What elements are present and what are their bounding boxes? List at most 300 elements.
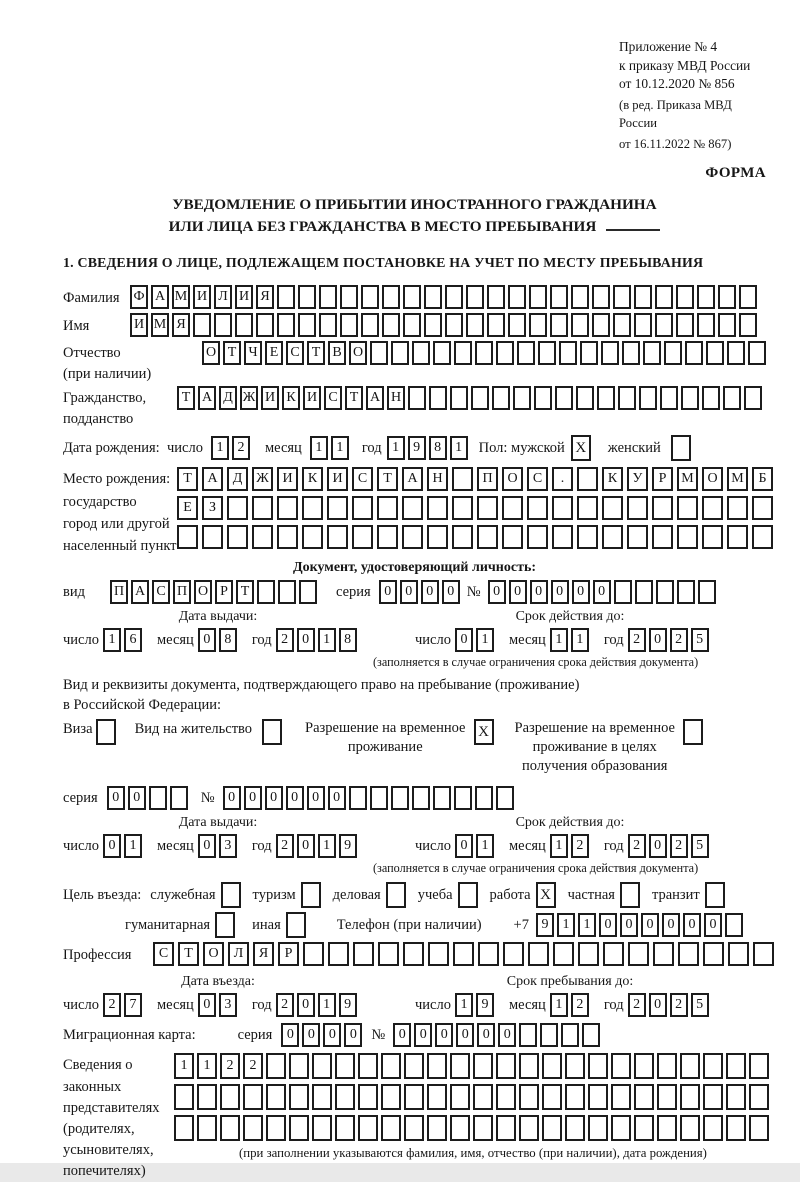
char-box-empty[interactable] (227, 496, 248, 520)
char-box-empty[interactable] (496, 786, 514, 810)
char-box-empty[interactable] (519, 1023, 537, 1047)
char-box-empty[interactable] (340, 285, 358, 309)
char-box-filled[interactable]: М (151, 313, 169, 337)
char-box-empty[interactable] (466, 313, 484, 337)
char-box-empty[interactable] (550, 285, 568, 309)
char-box-empty[interactable] (381, 1084, 401, 1110)
char-box-filled[interactable]: 1 (124, 834, 142, 858)
char-box-empty[interactable] (349, 786, 367, 810)
char-box-filled[interactable]: 2 (670, 993, 688, 1017)
char-box-filled[interactable]: . (552, 467, 573, 491)
char-box-filled[interactable]: П (110, 580, 128, 604)
char-box-empty[interactable] (634, 1053, 654, 1079)
char-box-empty[interactable] (580, 341, 598, 365)
char-box-empty[interactable] (257, 580, 275, 604)
char-box-empty[interactable] (578, 942, 599, 966)
char-box-filled[interactable]: 2 (628, 628, 646, 652)
char-box-filled[interactable]: А (366, 386, 384, 410)
char-box-filled[interactable]: 0 (456, 1023, 474, 1047)
char-box-empty[interactable] (445, 313, 463, 337)
char-box-empty[interactable] (473, 1053, 493, 1079)
char-box-empty[interactable] (277, 525, 298, 549)
char-box-filled[interactable]: 2 (276, 993, 294, 1017)
char-box-empty[interactable] (319, 285, 337, 309)
char-box-empty[interactable] (652, 496, 673, 520)
char-box-filled[interactable]: О (349, 341, 367, 365)
char-box-filled[interactable]: А (202, 467, 223, 491)
char-box-empty[interactable] (262, 719, 282, 745)
char-box-filled[interactable]: Я (253, 942, 274, 966)
char-box-empty[interactable] (450, 1053, 470, 1079)
char-box-empty[interactable] (508, 285, 526, 309)
char-box-empty[interactable] (220, 1115, 240, 1141)
char-box-empty[interactable] (445, 285, 463, 309)
char-box-empty[interactable] (404, 1115, 424, 1141)
char-box-filled[interactable]: 2 (243, 1053, 263, 1079)
char-box-empty[interactable] (496, 341, 514, 365)
char-box-filled[interactable]: 0 (400, 580, 418, 604)
char-box-empty[interactable] (677, 580, 695, 604)
char-box-empty[interactable] (685, 341, 703, 365)
char-box-filled[interactable]: С (152, 580, 170, 604)
char-box-empty[interactable] (335, 1084, 355, 1110)
char-box-empty[interactable] (312, 1053, 332, 1079)
char-box-empty[interactable] (639, 386, 657, 410)
char-box-empty[interactable] (335, 1053, 355, 1079)
char-box-empty[interactable] (404, 1084, 424, 1110)
char-box-empty[interactable] (634, 1084, 654, 1110)
char-box-empty[interactable] (502, 525, 523, 549)
char-box-empty[interactable] (552, 496, 573, 520)
char-box-filled[interactable]: Я (256, 285, 274, 309)
char-box-filled[interactable]: 0 (477, 1023, 495, 1047)
char-box-filled[interactable]: П (173, 580, 191, 604)
char-box-filled[interactable]: У (627, 467, 648, 491)
char-box-empty[interactable] (657, 1115, 677, 1141)
char-box-filled[interactable]: 5 (691, 628, 709, 652)
char-box-filled[interactable]: С (352, 467, 373, 491)
char-box-empty[interactable] (286, 912, 306, 938)
char-box-empty[interactable] (744, 386, 762, 410)
char-box-empty[interactable] (377, 496, 398, 520)
char-box-empty[interactable] (450, 386, 468, 410)
char-box-filled[interactable]: С (153, 942, 174, 966)
char-box-empty[interactable] (655, 313, 673, 337)
char-box-filled[interactable]: К (282, 386, 300, 410)
char-box-empty[interactable] (676, 313, 694, 337)
char-box-empty[interactable] (382, 285, 400, 309)
char-box-filled[interactable]: 0 (498, 1023, 516, 1047)
char-box-filled[interactable]: М (172, 285, 190, 309)
char-box-empty[interactable] (597, 386, 615, 410)
char-box-empty[interactable] (723, 386, 741, 410)
char-box-empty[interactable] (424, 285, 442, 309)
char-box-filled[interactable]: С (286, 341, 304, 365)
char-box-empty[interactable] (427, 1053, 447, 1079)
char-box-filled[interactable]: Е (265, 341, 283, 365)
char-box-filled[interactable]: Т (307, 341, 325, 365)
char-box-empty[interactable] (634, 313, 652, 337)
char-box-filled[interactable]: 2 (276, 834, 294, 858)
char-box-empty[interactable] (655, 285, 673, 309)
char-box-filled[interactable]: А (131, 580, 149, 604)
char-box-empty[interactable] (235, 313, 253, 337)
char-box-empty[interactable] (381, 1053, 401, 1079)
char-box-empty[interactable] (542, 1084, 562, 1110)
char-box-filled[interactable]: 0 (286, 786, 304, 810)
char-box-empty[interactable] (677, 525, 698, 549)
char-box-empty[interactable] (588, 1084, 608, 1110)
char-box-empty[interactable] (577, 467, 598, 491)
char-box-filled[interactable]: 0 (421, 580, 439, 604)
char-box-empty[interactable] (243, 1115, 263, 1141)
char-box-filled[interactable]: 0 (649, 993, 667, 1017)
char-box-empty[interactable] (381, 1115, 401, 1141)
char-box-empty[interactable] (702, 386, 720, 410)
char-box-empty[interactable] (170, 786, 188, 810)
char-box-empty[interactable] (752, 525, 773, 549)
char-box-filled[interactable]: Я (172, 313, 190, 337)
char-box-filled[interactable]: 0 (244, 786, 262, 810)
char-box-empty[interactable] (353, 942, 374, 966)
char-box-filled[interactable]: 9 (536, 913, 554, 937)
char-box-empty[interactable] (697, 285, 715, 309)
char-box-empty[interactable] (197, 1084, 217, 1110)
char-box-empty[interactable] (214, 313, 232, 337)
char-box-filled[interactable]: 0 (198, 993, 216, 1017)
char-box-filled[interactable]: Л (228, 942, 249, 966)
char-box-filled[interactable]: 0 (641, 913, 659, 937)
char-box-filled[interactable]: 0 (551, 580, 569, 604)
char-box-empty[interactable] (503, 942, 524, 966)
char-box-filled[interactable]: 1 (550, 628, 568, 652)
char-box-empty[interactable] (278, 580, 296, 604)
char-box-empty[interactable] (559, 341, 577, 365)
char-box-empty[interactable] (680, 1084, 700, 1110)
char-box-filled[interactable]: Т (223, 341, 241, 365)
char-box-filled[interactable]: В (328, 341, 346, 365)
char-box-filled[interactable]: Б (752, 467, 773, 491)
char-box-filled[interactable]: 1 (310, 436, 328, 460)
char-box-filled[interactable]: 1 (455, 993, 473, 1017)
char-box-empty[interactable] (508, 313, 526, 337)
char-box-filled[interactable]: П (477, 467, 498, 491)
char-box-filled[interactable]: И (277, 467, 298, 491)
char-box-empty[interactable] (302, 496, 323, 520)
char-box-empty[interactable] (718, 313, 736, 337)
char-box-filled[interactable]: 0 (488, 580, 506, 604)
char-box-empty[interactable] (739, 313, 757, 337)
char-box-empty[interactable] (433, 786, 451, 810)
char-box-filled[interactable]: 1 (578, 913, 596, 937)
char-box-filled[interactable]: 1 (387, 436, 405, 460)
char-box-filled[interactable]: 0 (704, 913, 722, 937)
char-box-empty[interactable] (193, 313, 211, 337)
char-box-empty[interactable] (656, 580, 674, 604)
char-box-filled[interactable]: 0 (572, 580, 590, 604)
char-box-empty[interactable] (705, 882, 725, 908)
char-box-empty[interactable] (302, 525, 323, 549)
char-box-empty[interactable] (718, 285, 736, 309)
char-box-empty[interactable] (592, 285, 610, 309)
char-box-empty[interactable] (677, 496, 698, 520)
char-box-filled[interactable]: Р (215, 580, 233, 604)
char-box-empty[interactable] (427, 496, 448, 520)
char-box-filled[interactable]: 0 (198, 834, 216, 858)
char-box-empty[interactable] (635, 580, 653, 604)
char-box-empty[interactable] (473, 1084, 493, 1110)
char-box-empty[interactable] (487, 313, 505, 337)
char-box-empty[interactable] (680, 1115, 700, 1141)
char-box-filled[interactable]: 0 (307, 786, 325, 810)
char-box-empty[interactable] (681, 386, 699, 410)
char-box-empty[interactable] (706, 341, 724, 365)
char-box-filled[interactable]: 0 (223, 786, 241, 810)
char-box-filled[interactable]: 0 (323, 1023, 341, 1047)
char-box-filled[interactable]: 1 (476, 834, 494, 858)
char-box-empty[interactable] (496, 1084, 516, 1110)
char-box-filled[interactable]: И (261, 386, 279, 410)
char-box-empty[interactable] (404, 1053, 424, 1079)
char-box-filled[interactable]: О (702, 467, 723, 491)
char-box-empty[interactable] (618, 386, 636, 410)
char-box-filled[interactable]: 1 (331, 436, 349, 460)
char-box-empty[interactable] (613, 313, 631, 337)
char-box-filled[interactable]: О (203, 942, 224, 966)
char-box-filled[interactable]: Р (278, 942, 299, 966)
char-box-empty[interactable] (676, 285, 694, 309)
char-box-empty[interactable] (303, 942, 324, 966)
char-box-empty[interactable] (628, 942, 649, 966)
char-box-filled[interactable]: 0 (414, 1023, 432, 1047)
char-box-empty[interactable] (622, 341, 640, 365)
char-box-empty[interactable] (243, 1084, 263, 1110)
char-box-empty[interactable] (652, 525, 673, 549)
char-box-filled[interactable]: Л (214, 285, 232, 309)
char-box-empty[interactable] (277, 313, 295, 337)
char-box-filled[interactable]: 1 (550, 993, 568, 1017)
char-box-filled[interactable]: С (324, 386, 342, 410)
char-box-empty[interactable] (452, 496, 473, 520)
char-box-empty[interactable] (227, 525, 248, 549)
char-box-filled[interactable]: 2 (571, 993, 589, 1017)
char-box-filled[interactable]: 0 (379, 580, 397, 604)
char-box-empty[interactable] (753, 942, 774, 966)
char-box-empty[interactable] (358, 1115, 378, 1141)
char-box-empty[interactable] (453, 942, 474, 966)
char-box-filled[interactable]: О (194, 580, 212, 604)
char-box-filled[interactable]: И (303, 386, 321, 410)
char-box-empty[interactable] (565, 1115, 585, 1141)
char-box-empty[interactable] (527, 525, 548, 549)
char-box-filled[interactable]: 1 (476, 628, 494, 652)
char-box-filled[interactable]: 2 (670, 628, 688, 652)
char-box-empty[interactable] (256, 313, 274, 337)
char-box-empty[interactable] (412, 341, 430, 365)
char-box-empty[interactable] (471, 386, 489, 410)
char-box-empty[interactable] (627, 525, 648, 549)
char-box-empty[interactable] (298, 285, 316, 309)
char-box-filled[interactable]: 9 (339, 993, 357, 1017)
char-box-filled[interactable]: 0 (593, 580, 611, 604)
char-box-filled[interactable]: 2 (220, 1053, 240, 1079)
char-box-filled[interactable]: Н (427, 467, 448, 491)
char-box-filled[interactable]: О (502, 467, 523, 491)
char-box-empty[interactable] (588, 1115, 608, 1141)
char-box-empty[interactable] (424, 313, 442, 337)
char-box-filled[interactable]: 1 (557, 913, 575, 937)
char-box-empty[interactable] (749, 1084, 769, 1110)
char-box-empty[interactable] (527, 496, 548, 520)
char-box-filled[interactable]: Т (177, 386, 195, 410)
char-box-empty[interactable] (408, 386, 426, 410)
char-box-filled[interactable]: Ф (130, 285, 148, 309)
char-box-empty[interactable] (402, 496, 423, 520)
char-box-filled[interactable]: Т (345, 386, 363, 410)
char-box-filled[interactable]: 0 (344, 1023, 362, 1047)
char-box-empty[interactable] (403, 285, 421, 309)
char-box-empty[interactable] (702, 525, 723, 549)
char-box-filled[interactable]: 2 (670, 834, 688, 858)
char-box-empty[interactable] (403, 313, 421, 337)
char-box-empty[interactable] (664, 341, 682, 365)
char-box-empty[interactable] (312, 1115, 332, 1141)
char-box-filled[interactable]: 0 (509, 580, 527, 604)
char-box-empty[interactable] (565, 1053, 585, 1079)
char-box-filled[interactable]: 2 (276, 628, 294, 652)
char-box-filled[interactable]: 2 (232, 436, 250, 460)
char-box-filled[interactable]: 0 (455, 628, 473, 652)
char-box-empty[interactable] (697, 313, 715, 337)
char-box-filled[interactable]: 0 (683, 913, 701, 937)
char-box-filled[interactable]: 9 (476, 993, 494, 1017)
char-box-empty[interactable] (370, 786, 388, 810)
char-box-filled[interactable]: К (302, 467, 323, 491)
char-box-filled[interactable]: 1 (318, 628, 336, 652)
char-box-empty[interactable] (540, 1023, 558, 1047)
char-box-empty[interactable] (749, 1115, 769, 1141)
char-box-empty[interactable] (702, 496, 723, 520)
char-box-empty[interactable] (703, 1084, 723, 1110)
char-box-empty[interactable] (289, 1053, 309, 1079)
char-box-filled[interactable]: 1 (550, 834, 568, 858)
char-box-empty[interactable] (680, 1053, 700, 1079)
char-box-filled[interactable]: 0 (530, 580, 548, 604)
char-box-empty[interactable] (555, 386, 573, 410)
char-box-filled[interactable]: X (536, 882, 556, 908)
char-box-empty[interactable] (538, 341, 556, 365)
char-box-empty[interactable] (611, 1053, 631, 1079)
char-box-empty[interactable] (377, 525, 398, 549)
char-box-empty[interactable] (577, 525, 598, 549)
char-box-filled[interactable]: 0 (128, 786, 146, 810)
char-box-filled[interactable]: 0 (297, 834, 315, 858)
char-box-empty[interactable] (571, 285, 589, 309)
char-box-empty[interactable] (174, 1115, 194, 1141)
char-box-empty[interactable] (454, 786, 472, 810)
char-box-empty[interactable] (748, 341, 766, 365)
char-box-filled[interactable]: А (151, 285, 169, 309)
char-box-empty[interactable] (319, 313, 337, 337)
char-box-empty[interactable] (352, 496, 373, 520)
char-box-empty[interactable] (703, 1115, 723, 1141)
char-box-filled[interactable]: 9 (408, 436, 426, 460)
char-box-empty[interactable] (450, 1084, 470, 1110)
char-box-empty[interactable] (358, 1053, 378, 1079)
char-box-empty[interactable] (335, 1115, 355, 1141)
char-box-empty[interactable] (614, 580, 632, 604)
char-box-empty[interactable] (177, 525, 198, 549)
char-box-empty[interactable] (683, 719, 703, 745)
char-box-filled[interactable]: И (130, 313, 148, 337)
char-box-empty[interactable] (427, 525, 448, 549)
char-box-empty[interactable] (519, 1053, 539, 1079)
char-box-empty[interactable] (412, 786, 430, 810)
char-box-filled[interactable]: Е (177, 496, 198, 520)
char-box-empty[interactable] (289, 1115, 309, 1141)
char-box-filled[interactable]: X (571, 435, 591, 461)
char-box-filled[interactable]: 7 (124, 993, 142, 1017)
char-box-filled[interactable]: 3 (219, 993, 237, 1017)
char-box-filled[interactable]: Т (377, 467, 398, 491)
char-box-empty[interactable] (402, 525, 423, 549)
char-box-filled[interactable]: 0 (435, 1023, 453, 1047)
char-box-filled[interactable]: А (402, 467, 423, 491)
char-box-empty[interactable] (328, 942, 349, 966)
char-box-empty[interactable] (611, 1115, 631, 1141)
char-box-empty[interactable] (382, 313, 400, 337)
char-box-empty[interactable] (613, 285, 631, 309)
char-box-filled[interactable]: З (202, 496, 223, 520)
char-box-filled[interactable]: 1 (103, 628, 121, 652)
char-box-filled[interactable]: 3 (219, 834, 237, 858)
char-box-empty[interactable] (361, 313, 379, 337)
char-box-empty[interactable] (739, 285, 757, 309)
char-box-empty[interactable] (478, 942, 499, 966)
char-box-empty[interactable] (727, 496, 748, 520)
char-box-empty[interactable] (552, 525, 573, 549)
char-box-empty[interactable] (475, 341, 493, 365)
char-box-empty[interactable] (577, 496, 598, 520)
char-box-filled[interactable]: Ж (240, 386, 258, 410)
char-box-empty[interactable] (289, 1084, 309, 1110)
char-box-empty[interactable] (458, 882, 478, 908)
char-box-empty[interactable] (550, 313, 568, 337)
char-box-filled[interactable]: К (602, 467, 623, 491)
char-box-empty[interactable] (534, 386, 552, 410)
char-box-empty[interactable] (726, 1053, 746, 1079)
char-box-empty[interactable] (601, 341, 619, 365)
char-box-empty[interactable] (492, 386, 510, 410)
char-box-empty[interactable] (602, 525, 623, 549)
char-box-filled[interactable]: Т (236, 580, 254, 604)
char-box-empty[interactable] (603, 942, 624, 966)
char-box-empty[interactable] (452, 467, 473, 491)
char-box-empty[interactable] (529, 285, 547, 309)
char-box-empty[interactable] (361, 285, 379, 309)
char-box-filled[interactable]: 2 (571, 834, 589, 858)
char-box-empty[interactable] (643, 341, 661, 365)
char-box-filled[interactable]: Д (227, 467, 248, 491)
char-box-empty[interactable] (542, 1053, 562, 1079)
char-box-empty[interactable] (466, 285, 484, 309)
char-box-empty[interactable] (542, 1115, 562, 1141)
char-box-empty[interactable] (576, 386, 594, 410)
char-box-filled[interactable]: 0 (442, 580, 460, 604)
char-box-filled[interactable]: Д (219, 386, 237, 410)
char-box-filled[interactable]: О (202, 341, 220, 365)
char-box-filled[interactable]: 0 (198, 628, 216, 652)
